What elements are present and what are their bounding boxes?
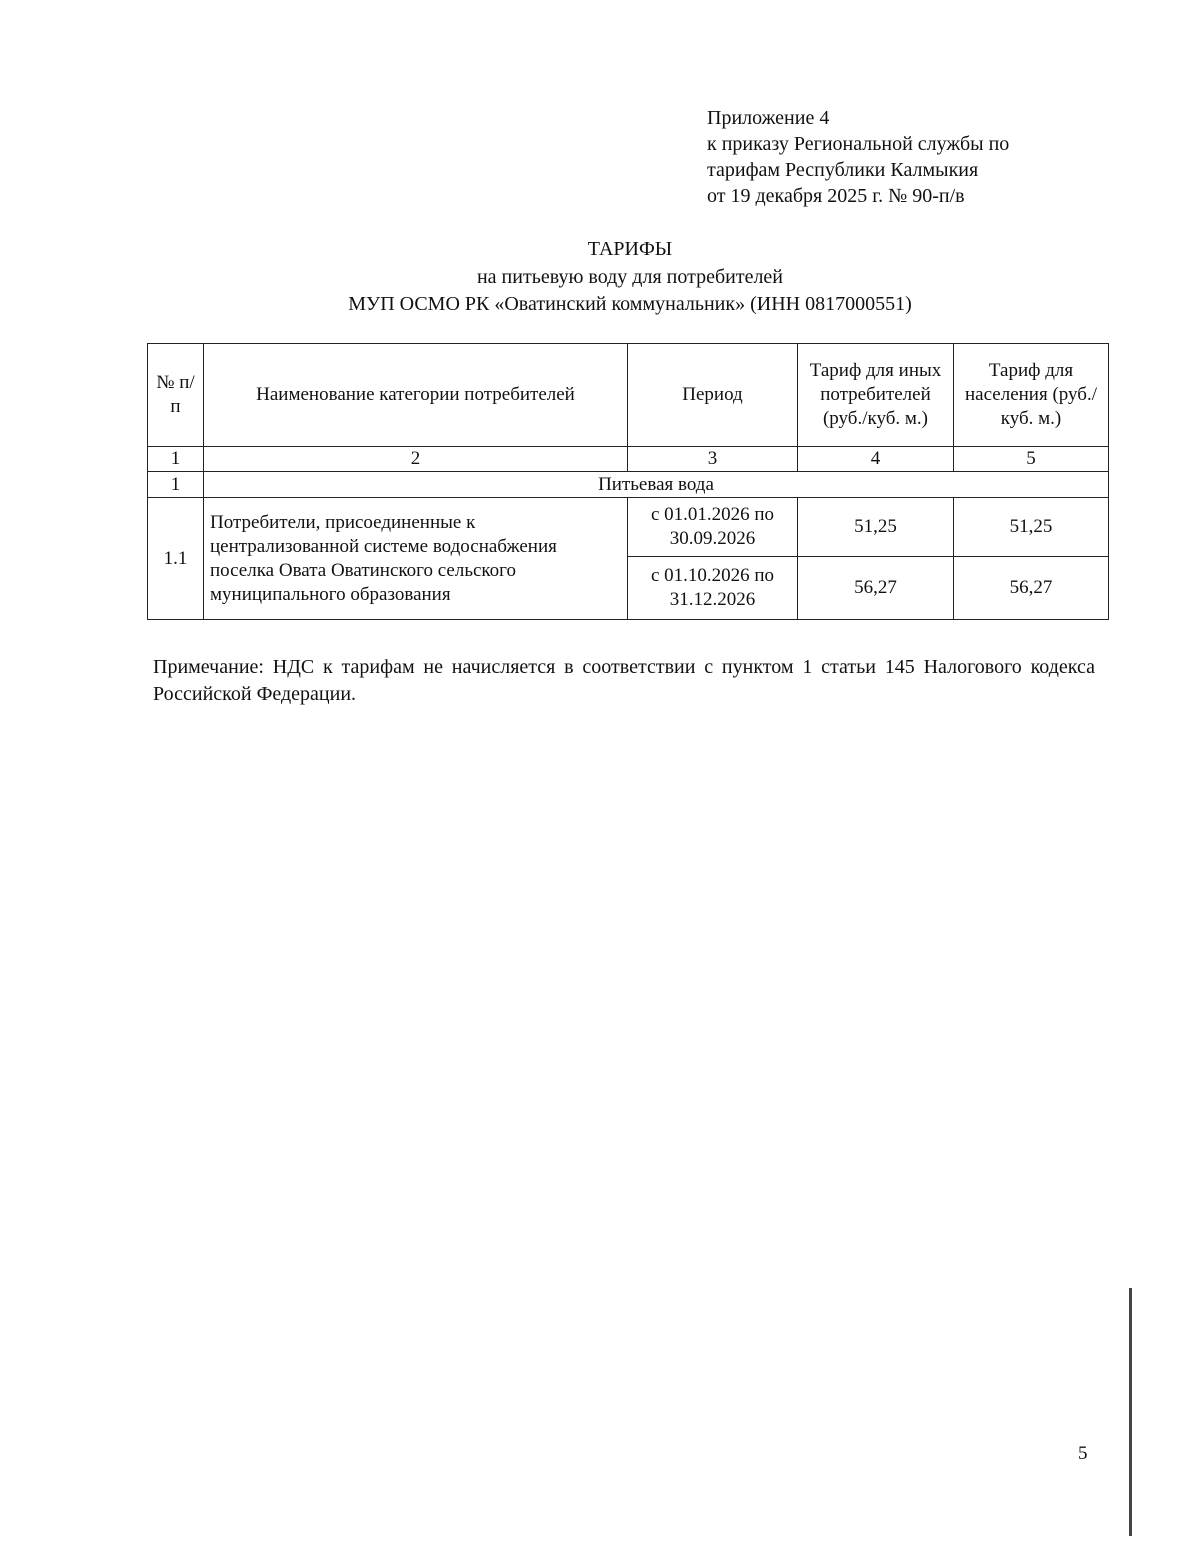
section-row <box>148 472 1109 498</box>
column-index: 4 <box>798 447 954 472</box>
tariff-population-cell: 51,25 <box>954 498 1109 557</box>
table-header-row <box>148 344 1109 447</box>
column-index: 2 <box>204 447 628 472</box>
scan-edge-line <box>1129 1288 1132 1536</box>
tariff-other-cell: 56,27 <box>798 557 954 620</box>
table-row <box>148 498 1109 557</box>
section-name: Питьевая вода <box>204 472 1109 498</box>
appendix-line: Приложение 4 <box>707 107 830 129</box>
vat-note: Примечание: НДС к тарифам не начисляется в соответствии с пунктом 1 статьи 145 Налогового кодекса Российской Федерации. <box>153 656 1095 705</box>
column-index-row <box>148 447 1109 472</box>
header-number: № п/п <box>148 344 204 447</box>
header-category: Наименование категории потребителей <box>204 344 628 447</box>
column-index: 3 <box>628 447 798 472</box>
appendix-line: к приказу Региональной службы по <box>707 133 1010 155</box>
item-category: Потребители, присоединенные к централизованной системе водоснабжения поселка Овата Оватинского сельского муниципального образования <box>204 498 628 620</box>
period-cell: с 01.10.2026 по 31.12.2026 <box>628 557 798 620</box>
period-cell: с 01.01.2026 по 30.09.2026 <box>628 498 798 557</box>
section-number: 1 <box>148 472 204 498</box>
item-number: 1.1 <box>148 498 204 620</box>
organization-name: МУП ОСМО РК «Оватинский коммунальник» (ИНН 0817000551) <box>348 293 912 315</box>
tariff-table <box>147 343 1109 620</box>
header-period: Период <box>628 344 798 447</box>
header-tariff-population: Тариф для населения (руб./куб. м.) <box>954 344 1109 447</box>
column-index: 5 <box>954 447 1109 472</box>
tariff-population-cell: 56,27 <box>954 557 1109 620</box>
document-title: ТАРИФЫ <box>587 238 673 260</box>
appendix-line: тарифам Республики Калмыкия <box>707 159 979 181</box>
column-index: 1 <box>148 447 204 472</box>
page-number: 5 <box>1078 1443 1088 1464</box>
tariff-other-cell: 51,25 <box>798 498 954 557</box>
appendix-reference <box>707 105 1009 209</box>
document-subtitle: на питьевую воду для потребителей <box>476 266 784 288</box>
appendix-line: от 19 декабря 2025 г. № 90-п/в <box>707 185 965 207</box>
header-tariff-other: Тариф для иных потребителей (руб./куб. м.) <box>798 344 954 447</box>
